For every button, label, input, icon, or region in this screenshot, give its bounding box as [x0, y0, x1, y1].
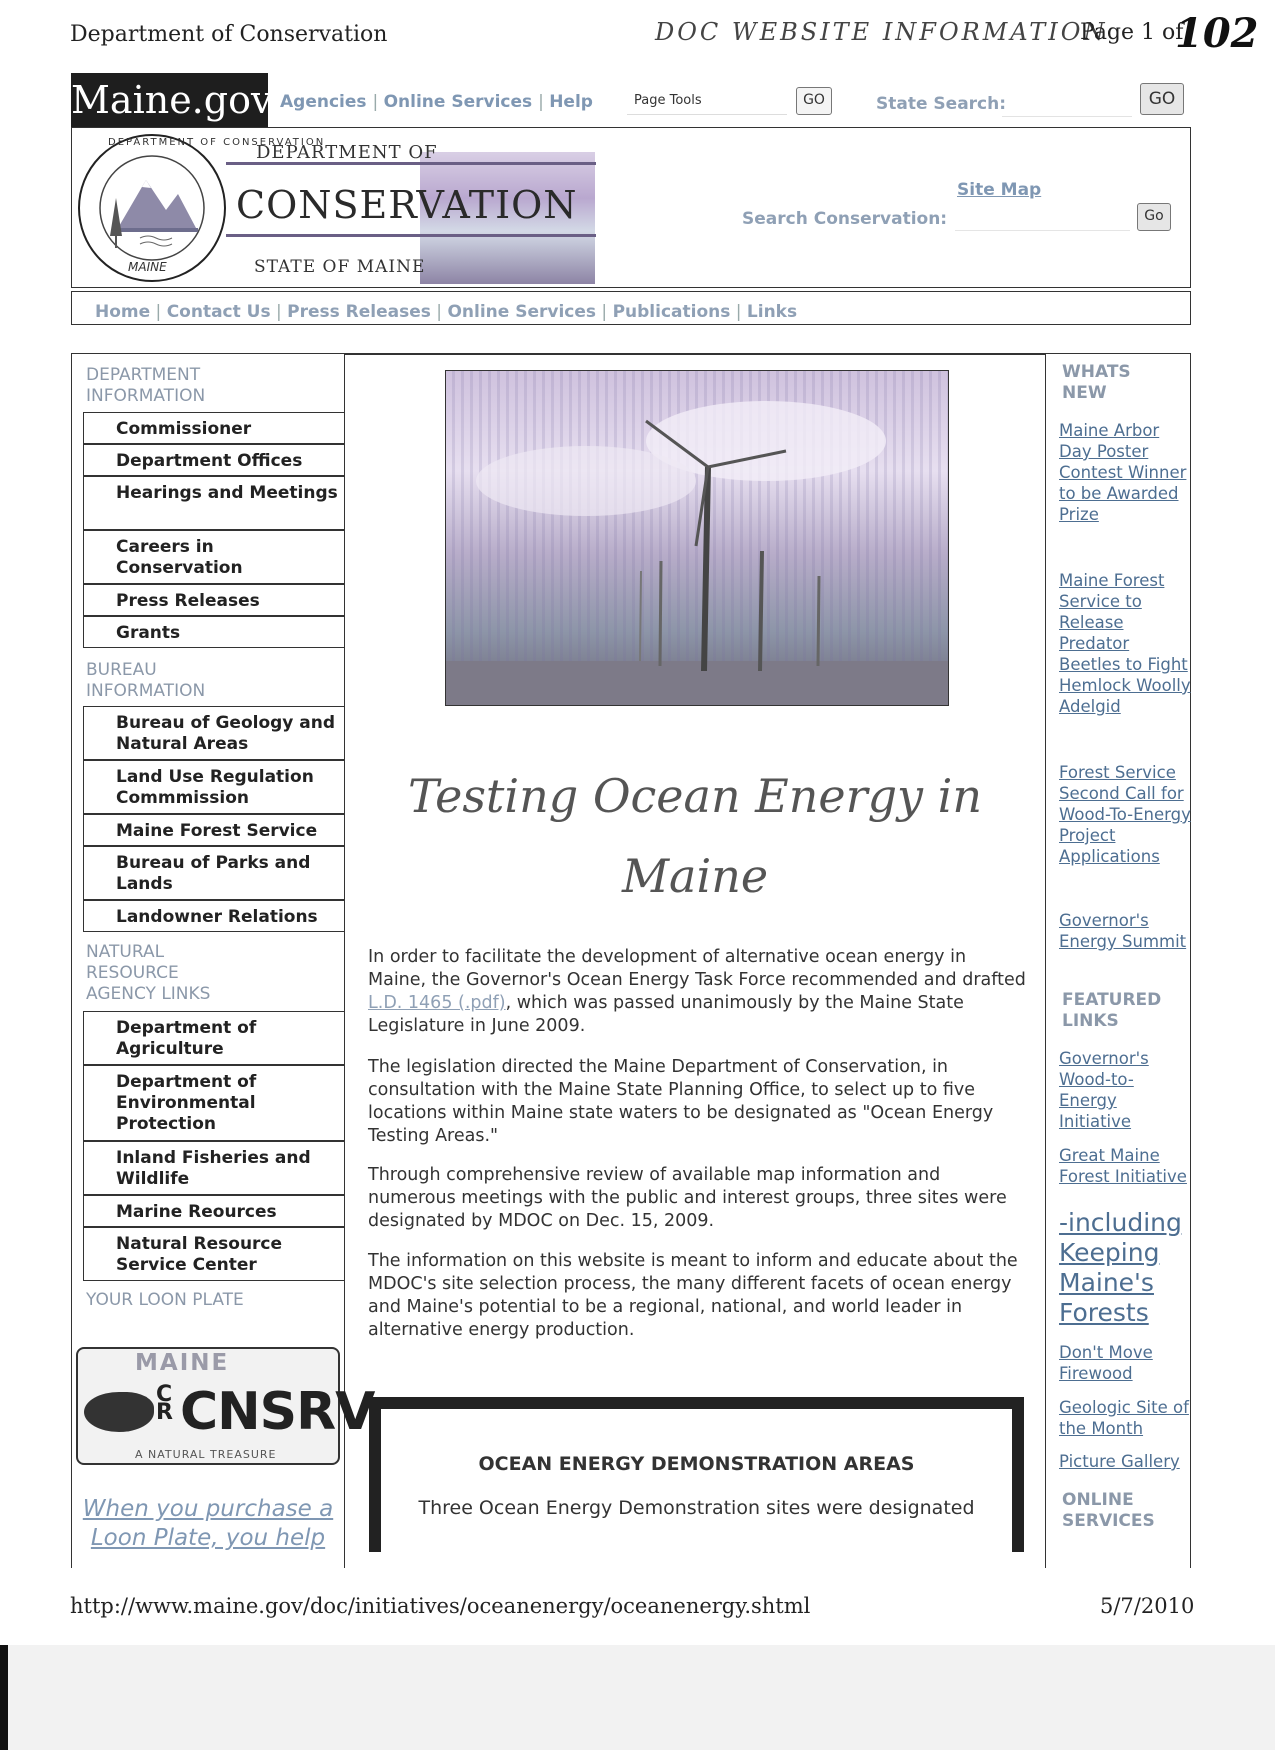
turbine-icon	[446, 371, 949, 706]
plate-cr-text: C R	[156, 1382, 173, 1425]
print-header-title: Department of Conservation	[70, 22, 388, 47]
heading-line: AGENCY LINKS	[86, 984, 211, 1004]
featured-keeping-forests-link[interactable]: -including Keeping Maine's Forests	[1059, 1208, 1182, 1327]
menu-environmental-protection[interactable]: Department of Environmental Protection	[83, 1065, 345, 1141]
menu-geology[interactable]: Bureau of Geology and Natural Areas	[83, 706, 345, 760]
handwritten-note: DOC WEBSITE INFORMATION	[655, 18, 1108, 46]
state-search-label: State Search:	[876, 94, 1007, 114]
separator: |	[430, 302, 448, 322]
heading-line: LINKS	[1062, 1011, 1119, 1031]
nav-online-services-link[interactable]: Online Services	[447, 302, 597, 322]
handwritten-page-total: 102	[1175, 10, 1259, 57]
menu-inland-fisheries[interactable]: Inland Fisheries and Wildlife	[83, 1141, 345, 1195]
seal-bottom-text: MAINE	[128, 260, 167, 274]
center-top-rule	[345, 353, 1045, 355]
nav-help-link[interactable]: Help	[549, 92, 593, 112]
banner-rule-bottom	[226, 234, 596, 237]
news-energy-summit-link[interactable]: Governor's Energy Summit	[1059, 911, 1187, 951]
menu-landowner-relations[interactable]: Landowner Relations	[83, 900, 345, 932]
featured-links-heading	[1062, 990, 1161, 1032]
intro-paragraph	[368, 946, 1026, 1038]
page-tools-label: Page Tools	[634, 93, 702, 108]
menu-press-releases[interactable]: Press Releases	[83, 584, 345, 616]
plate-number-text: CNSRV	[180, 1382, 375, 1442]
heading-line: DEPARTMENT	[86, 365, 201, 385]
menu-department-offices[interactable]: Department Offices	[83, 444, 345, 476]
state-search-go-button[interactable]: GO	[1140, 83, 1184, 115]
nav-press-releases-link[interactable]: Press Releases	[287, 302, 431, 322]
gov-nav	[280, 92, 593, 112]
menu-commissioner[interactable]: Commissioner	[83, 412, 345, 444]
demonstration-areas-text: Three Ocean Energy Demonstration sites were designated	[418, 1497, 975, 1519]
demonstration-areas-title: OCEAN ENERGY DEMONSTRATION AREAS	[478, 1453, 915, 1475]
separator: |	[596, 302, 613, 322]
search-conservation-label: Search Conservation:	[742, 209, 948, 229]
nav-links-link[interactable]: Links	[746, 302, 798, 322]
banner-state: STATE OF MAINE	[254, 257, 426, 277]
intro-text: , which was passed unanimously by the Maine State Legislature in June 2009.	[368, 993, 964, 1036]
separator: |	[538, 92, 550, 112]
nav-agencies-link[interactable]: Agencies	[280, 92, 367, 112]
heading-line: ONLINE	[1062, 1490, 1134, 1510]
whats-new-heading	[1062, 362, 1131, 404]
page-tools-go-button[interactable]: GO	[796, 87, 832, 115]
heading-line: SERVICES	[1062, 1511, 1155, 1531]
info-paragraph: The information on this website is meant to inform and educate about the MDOC's site selection process, the many different facets of ocean energy and Maine's potential to be a regional, national, and world leader in alternative energy production.	[368, 1251, 1018, 1340]
news-wood-to-energy-link[interactable]: Forest Service Second Call for Wood-To-Energy Project Applications	[1059, 763, 1191, 866]
separator: |	[270, 302, 288, 322]
nav-publications-link[interactable]: Publications	[612, 302, 731, 322]
menu-agriculture[interactable]: Department of Agriculture	[83, 1011, 345, 1065]
menu-marine-resources[interactable]: Marine Reources	[83, 1195, 345, 1227]
menu-nr-service-center[interactable]: Natural Resource Service Center	[83, 1227, 345, 1281]
nav-contact-link[interactable]: Contact Us	[166, 302, 271, 322]
heading-line: INFORMATION	[86, 681, 206, 701]
wind-turbines-ocean-image	[445, 370, 949, 706]
nav-online-services-link[interactable]: Online Services	[383, 92, 533, 112]
intro-text: In order to facilitate the development of alternative ocean energy in Maine, the Governor's Ocean Energy Task Force recommended and drafted	[368, 947, 1026, 990]
banner-title: CONSERVATION	[236, 183, 578, 227]
separator: |	[150, 302, 167, 322]
menu-parks-lands[interactable]: Bureau of Parks and Lands	[83, 846, 345, 900]
right-sidebar	[1045, 353, 1191, 1568]
loon-plate-heading: YOUR LOON PLATE	[86, 1290, 244, 1310]
heading-line: BUREAU	[86, 660, 157, 680]
search-conservation-input[interactable]	[955, 204, 1130, 231]
featured-great-maine-forest-link[interactable]: Great Maine Forest Initiative	[1059, 1146, 1187, 1186]
news-arbor-day-link[interactable]: Maine Arbor Day Poster Contest Winner to be Awarded Prize	[1059, 421, 1187, 524]
print-page-count: Page 1 of	[1080, 20, 1184, 45]
featured-wood-to-energy-link[interactable]: Governor's Wood-to-Energy Initiative	[1059, 1049, 1149, 1131]
state-search-input[interactable]	[1002, 86, 1132, 117]
page-title	[345, 756, 1045, 916]
menu-hearings-meetings[interactable]: Hearings and Meetings	[83, 476, 345, 530]
menu-careers[interactable]: Careers in Conservation	[83, 530, 345, 584]
search-conservation-go-button[interactable]: Go	[1137, 203, 1171, 231]
featured-firewood-link[interactable]: Don't Move Firewood	[1059, 1343, 1153, 1383]
news-predator-beetles-link[interactable]: Maine Forest Service to Release Predator Beetles to Fight Hemlock Woolly Adelgid	[1059, 571, 1191, 716]
site-map-link[interactable]: Site Map	[957, 180, 1042, 200]
loon-icon	[84, 1392, 154, 1432]
plate-state-text: MAINE	[135, 1350, 230, 1376]
nav-home-link[interactable]: Home	[95, 302, 151, 322]
heading-line: FEATURED	[1062, 990, 1162, 1010]
heading-line: NATURAL	[86, 942, 165, 962]
separator: |	[372, 92, 384, 112]
scan-edge-shadow	[0, 1645, 8, 1750]
nr-agency-heading	[86, 942, 210, 1005]
seal-top-text: DEPARTMENT OF CONSERVATION	[108, 137, 326, 148]
heading-line: INFORMATION	[86, 386, 206, 406]
scan-margin	[0, 1645, 1275, 1750]
plate-tagline: A NATURAL TREASURE	[135, 1448, 277, 1461]
separator: |	[730, 302, 747, 322]
banner-dept-of: DEPARTMENT OF	[256, 142, 438, 163]
bureau-info-heading	[86, 660, 205, 702]
dept-info-heading	[86, 365, 205, 407]
heading-line: RESOURCE	[86, 963, 179, 983]
online-services-heading	[1062, 1490, 1155, 1532]
print-footer-url: http://www.maine.gov/doc/initiatives/oceanenergy/oceanenergy.shtml	[70, 1594, 811, 1618]
review-paragraph: Through comprehensive review of available map information and numerous meetings with the public and interest groups, three sites were designated by MDOC on Dec. 15, 2009.	[368, 1165, 1007, 1231]
ld-1465-pdf-link[interactable]: L.D. 1465 (.pdf)	[368, 993, 506, 1013]
loon-plate-promo-link[interactable]: When you purchase a Loon Plate, you help	[82, 1496, 334, 1551]
menu-land-use[interactable]: Land Use Regulation Commmission	[83, 760, 345, 814]
menu-forest-service[interactable]: Maine Forest Service	[83, 814, 345, 846]
featured-geologic-site-link[interactable]: Geologic Site of the Month	[1059, 1398, 1189, 1438]
maine-gov-logo[interactable]: Maine.gov	[71, 73, 268, 128]
heading-line: WHATS	[1062, 362, 1131, 382]
page-title-line: Testing Ocean Energy in	[407, 769, 982, 823]
seal-mountain-icon	[80, 136, 224, 280]
main-nav	[95, 302, 797, 322]
featured-picture-gallery-link[interactable]: Picture Gallery	[1059, 1452, 1180, 1471]
heading-line: NEW	[1062, 383, 1107, 403]
menu-grants[interactable]: Grants	[83, 616, 345, 648]
legislation-paragraph: The legislation directed the Maine Department of Conservation, in consultation with the Maine State Planning Office, to select up to five locations within Maine state waters to be designated as "Ocean Energy Testing Areas."	[368, 1057, 994, 1146]
page-title-line: Maine	[621, 849, 769, 903]
print-footer-date: 5/7/2010	[1100, 1594, 1195, 1618]
